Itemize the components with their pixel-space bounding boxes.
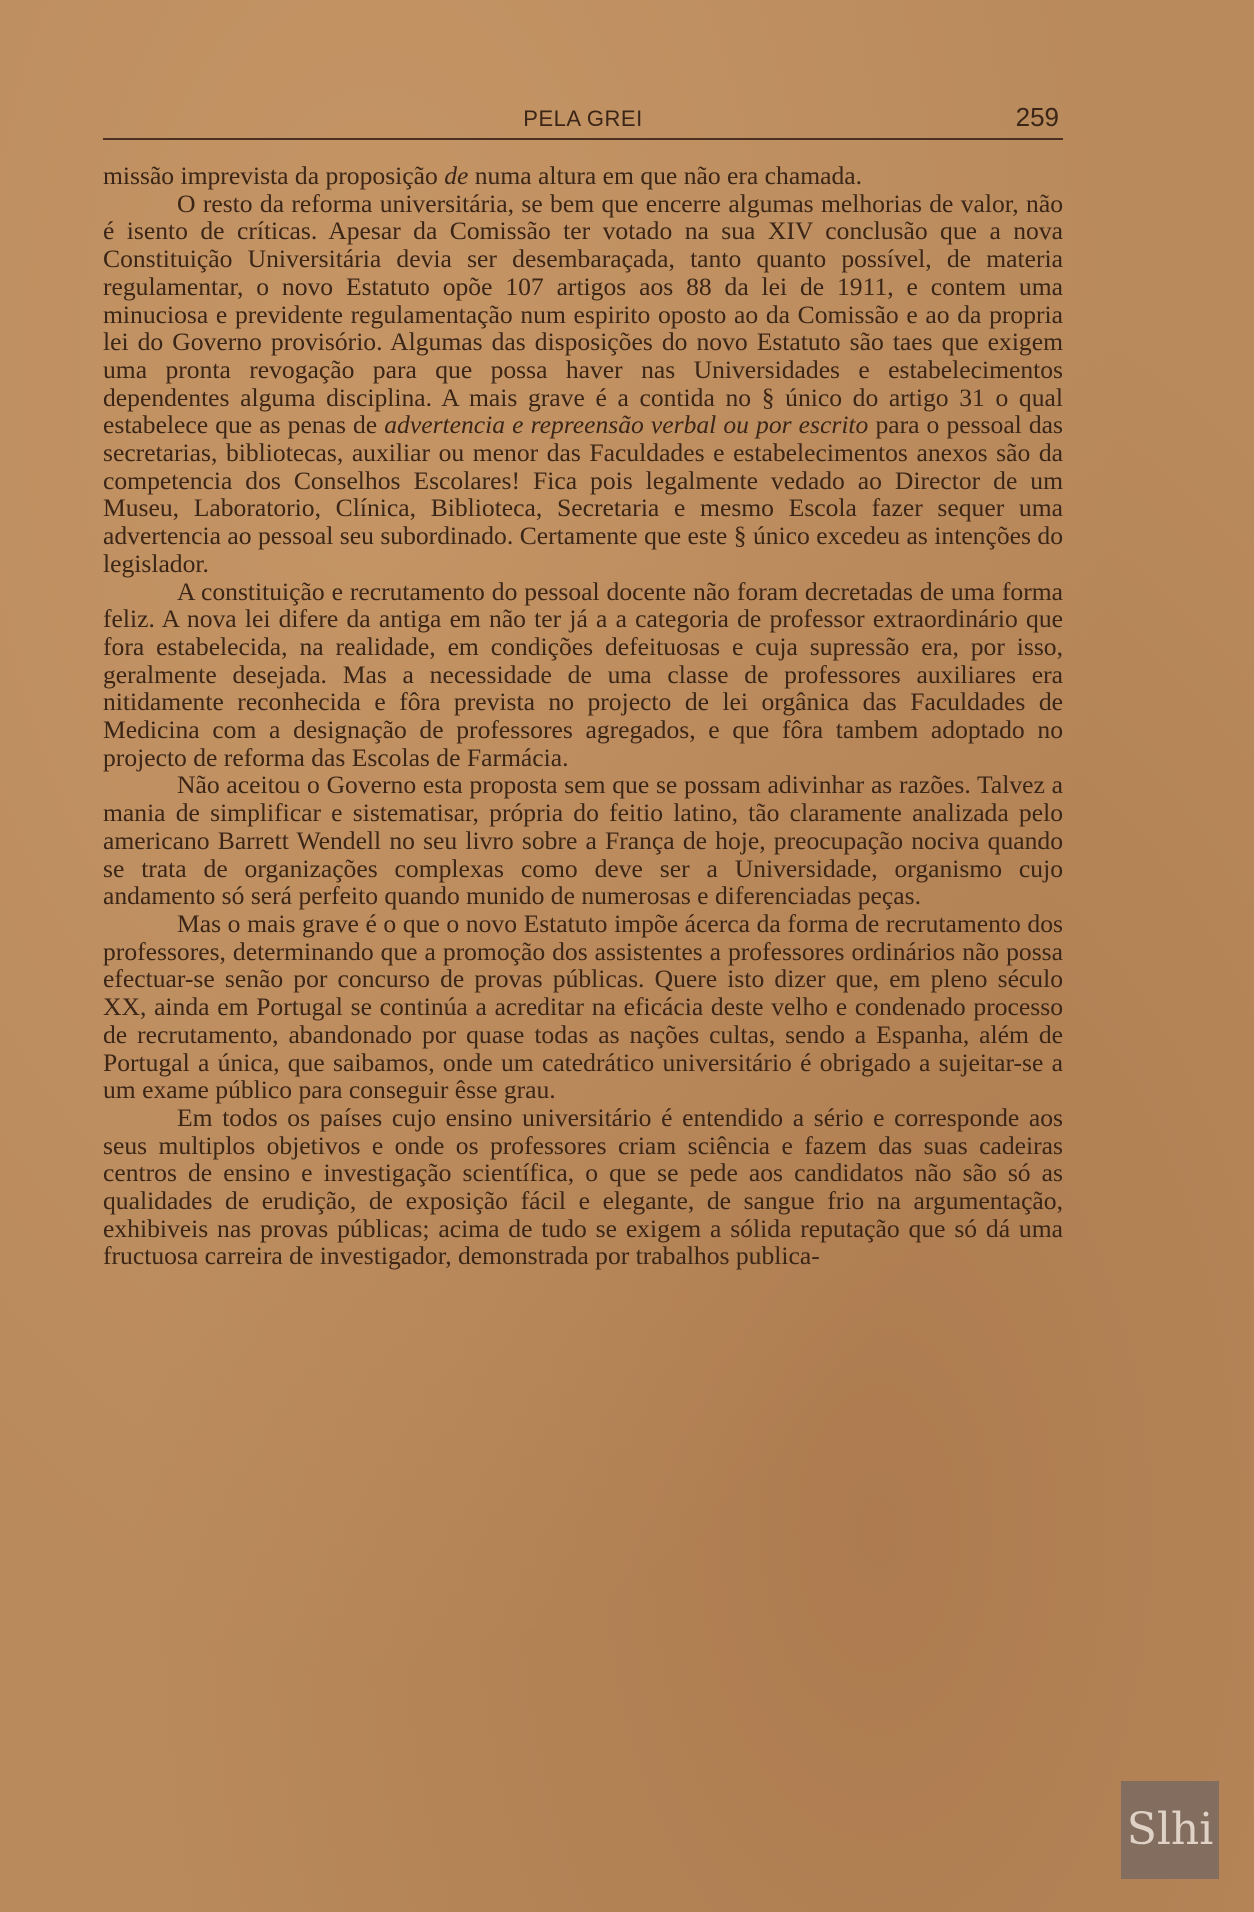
- paragraph: [103, 1104, 1063, 1270]
- text-run: missão imprevista da proposição: [103, 161, 445, 190]
- paragraph: [103, 162, 1063, 190]
- text-run: A constituição e recrutamento do pessoal docente não foram decretadas de uma forma feliz. A nova lei difere da antiga em não ter já a a categoria de professor extraordinário que fora estabelecida, na realidade, em condições defeituosas e cuja supressão era, por isso, geralmente desejada. Mas a necessidade de uma classe de professores auxiliares era nitidamente reconhecida e fôra prevista no projecto de lei orgânica das Faculdades de Medicina com a designação de professores agregados, e que fôra tambem adoptado no projecto de reforma das Escolas de Farmácia.: [103, 576, 1063, 772]
- text-run: O resto da reforma universitária, se bem que encerre algumas melhorias de valor, não é isento de críticas. Apesar da Comissão ter votado na sua XIV conclusão que a nova Constituição Universitária devia ser desembaraçada, tanto quanto possível, de materia regulamentar, o novo Estatuto opõe 107 artigos aos 88 da lei de 1911, e contem uma minuciosa e previdente regulamentação num espirito oposto ao da Comissão e ao da propria lei do Governo provisório. Algumas das disposições do novo Estatuto são taes que exigem uma pronta revogação para que possa haver nas Universidades e estabelecimentos dependentes alguma disciplina. A mais grave é a contida no § único do artigo 31 o qual estabelece que as penas de: [103, 188, 1063, 440]
- page-header: [103, 96, 1063, 140]
- paragraph: [103, 771, 1063, 910]
- body-text: [103, 162, 1063, 1270]
- page-number: 259: [1015, 102, 1059, 132]
- paragraph: [103, 910, 1063, 1104]
- book-page: [103, 96, 1063, 1270]
- text-run: Não aceitou o Governo esta proposta sem que se possam adivinhar as razões. Talvez a mania de simplificar e sistematisar, própria do feitio latino, tão claramente analizada pelo americano Barrett Wendell no seu livro sobre a França de hoje, preocupação nociva quando se trata de organizações complexas como deve ser a Universidade, organismo cujo andamento só será perfeito quando munido de numerosas e diferenciadas peças.: [103, 770, 1063, 911]
- text-run: numa altura em que não era chamada.: [468, 161, 863, 190]
- italic-text: advertencia e repreensão verbal ou por escrito: [384, 410, 869, 440]
- paragraph: [103, 578, 1063, 772]
- running-head: PELA GREI: [523, 106, 643, 131]
- library-logo: Slhi: [1121, 1781, 1219, 1879]
- paragraph: [103, 190, 1063, 578]
- text-run: para o pessoal das secretarias, bibliotecas, auxiliar ou menor das Faculdades e estabelecimentos anexos são da competencia dos Conselhos Escolares! Fica pois legalmente vedado ao Director de um Museu, Laboratorio, Clínica, Biblioteca, Secretaria e mesmo Escola fazer sequer uma advertencia ao pessoal seu subordinado. Certamente que este § único excedeu as intenções do legislador.: [103, 410, 1063, 578]
- text-run: Em todos os países cujo ensino universitário é entendido a sério e corresponde aos seus multiplos objetivos e onde os professores criam sciência e fazem das suas cadeiras centros de ensino e investigação scientífica, o que se pede aos candidatos não são só as qualidades de erudição, de exposição fácil e elegante, de sangue frio na argumentação, exhibiveis nas provas públicas; acima de tudo se exigem a sólida reputação que só dá uma fructuosa carreira de investigador, demonstrada por trabalhos publica-: [103, 1102, 1063, 1271]
- italic-text: de: [444, 161, 469, 190]
- text-run: Mas o mais grave é o que o novo Estatuto impõe ácerca da forma de recrutamento dos professores, determinando que a promoção dos assistentes a professores ordinários não possa efectuar-se senão por concurso de provas públicas. Quere isto dizer que, em pleno século XX, ainda em Portugal se continúa a acreditar na eficácia deste velho e condenado processo de recrutamento, abandonado por quase todas as nações cultas, sendo a Espanha, além de Portugal a única, que saibamos, onde um catedrático universitário é obrigado a sujeitar-se a um exame público para conseguir êsse grau.: [103, 908, 1063, 1105]
